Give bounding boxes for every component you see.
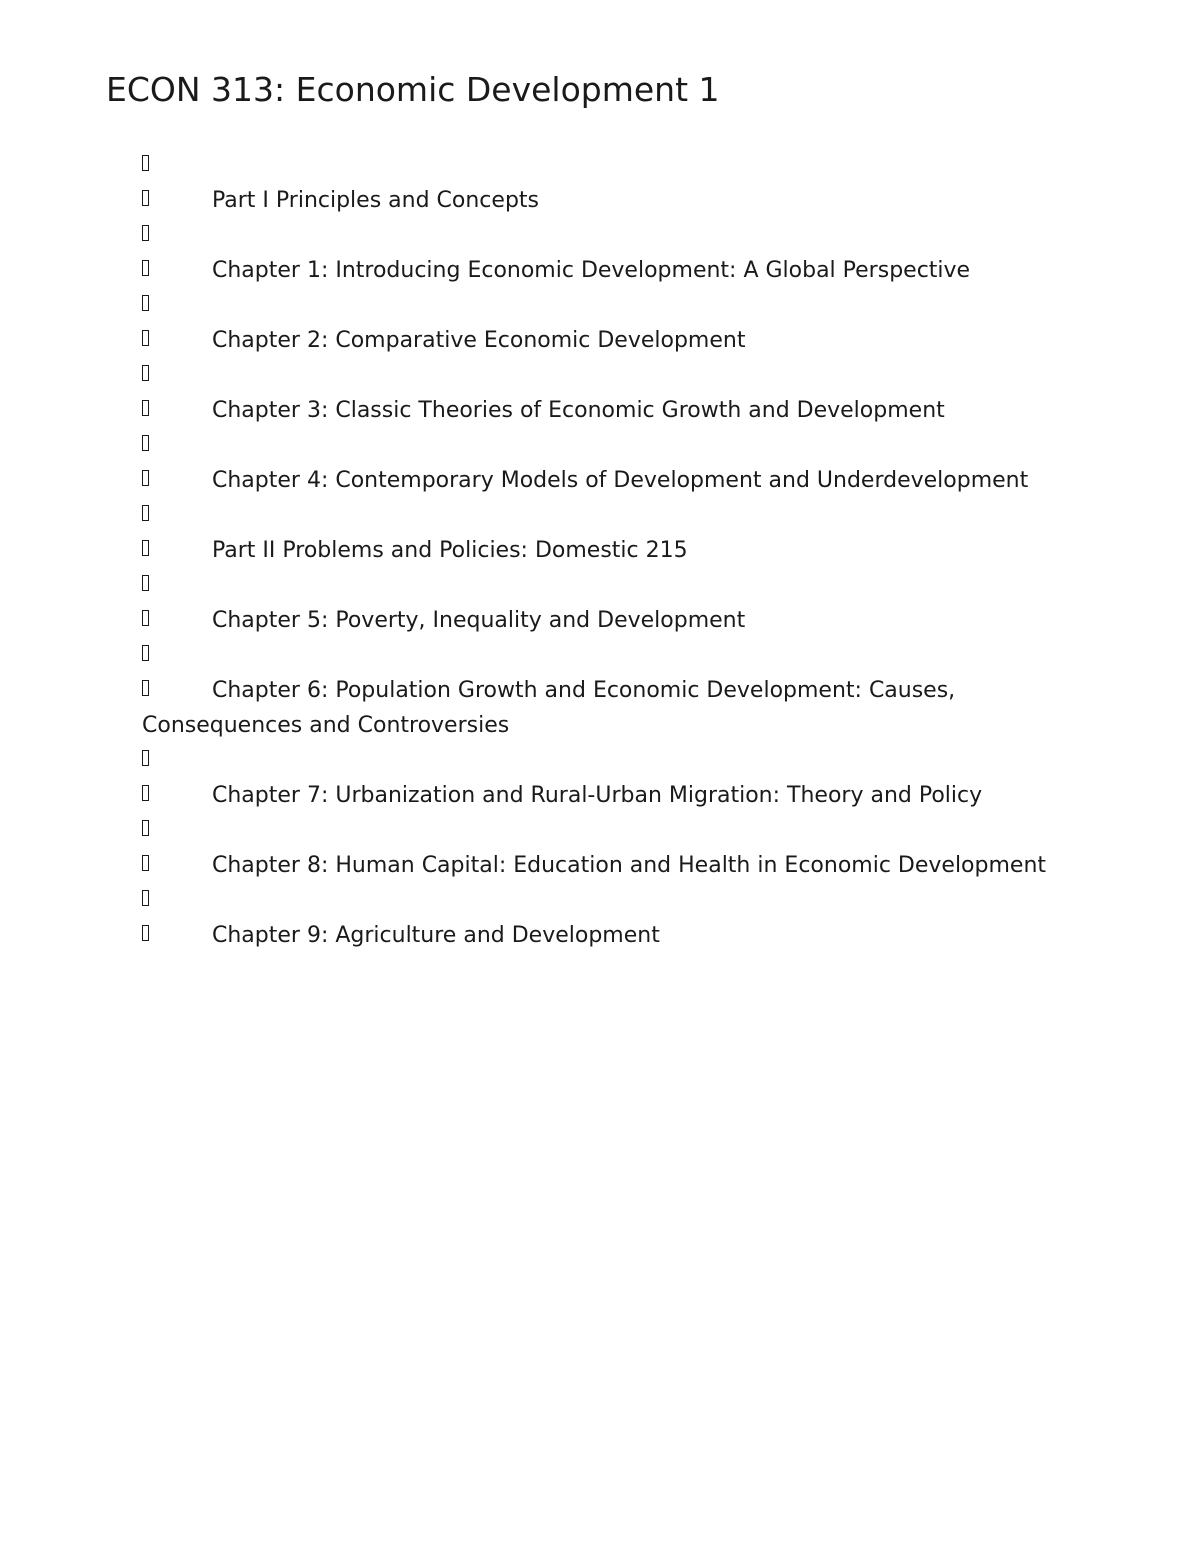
- toc-entry-label: Chapter 2: Comparative Economic Development: [212, 328, 746, 353]
- missing-glyph-box-icon: [142, 750, 149, 766]
- missing-glyph-box-icon: [142, 785, 149, 801]
- missing-glyph-box-icon: [142, 890, 149, 906]
- empty-bullet-line: [142, 638, 1062, 673]
- empty-bullet-line: [142, 743, 1062, 778]
- missing-glyph-box-icon: [142, 925, 149, 941]
- toc-entry-chapter-9: [142, 918, 1062, 953]
- toc-entry-chapter-4: [142, 463, 1062, 498]
- toc-entry-label: Chapter 4: Contemporary Models of Development and Underdevelopment: [212, 468, 1029, 493]
- toc-entry-part-2: [142, 533, 1062, 568]
- toc-entry-label: Chapter 5: Poverty, Inequality and Development: [212, 608, 746, 633]
- missing-glyph-box-icon: [142, 575, 149, 591]
- empty-bullet-line: [142, 498, 1062, 533]
- missing-glyph-box-icon: [142, 295, 149, 311]
- toc-entry-label: Chapter 8: Human Capital: Education and Health in Economic Development: [212, 853, 1047, 878]
- toc-entry-label: Chapter 6: Population Growth and Economic Development: Causes, Consequences and Controversies: [142, 678, 956, 738]
- toc-entry-chapter-5: [142, 603, 1062, 638]
- document-title: ECON 313: Economic Development 1: [106, 70, 720, 109]
- toc-entry-label: Chapter 1: Introducing Economic Development: A Global Perspective: [212, 258, 971, 283]
- empty-bullet-line: [142, 288, 1062, 323]
- missing-glyph-box-icon: [142, 435, 149, 451]
- toc-entry-chapter-7: [142, 778, 1062, 813]
- missing-glyph-box-icon: [142, 330, 149, 346]
- missing-glyph-box-icon: [142, 470, 149, 486]
- missing-glyph-box-icon: [142, 260, 149, 276]
- empty-bullet-line: [142, 358, 1062, 393]
- empty-bullet-line: [142, 218, 1062, 253]
- toc-entry-part-1: [142, 183, 1062, 218]
- missing-glyph-box-icon: [142, 400, 149, 416]
- missing-glyph-box-icon: [142, 155, 149, 171]
- empty-bullet-line: [142, 428, 1062, 463]
- missing-glyph-box-icon: [142, 190, 149, 206]
- missing-glyph-box-icon: [142, 505, 149, 521]
- missing-glyph-box-icon: [142, 610, 149, 626]
- missing-glyph-box-icon: [142, 540, 149, 556]
- empty-bullet-line: [142, 148, 1062, 183]
- toc-entry-chapter-6: [142, 673, 1062, 743]
- missing-glyph-box-icon: [142, 820, 149, 836]
- toc-entry-label: Chapter 3: Classic Theories of Economic Growth and Development: [212, 398, 945, 423]
- missing-glyph-box-icon: [142, 365, 149, 381]
- missing-glyph-box-icon: [142, 855, 149, 871]
- toc-entry-chapter-8: [142, 848, 1062, 883]
- toc-entry-label: Chapter 7: Urbanization and Rural-Urban Migration: Theory and Policy: [212, 783, 983, 808]
- table-of-contents: [142, 148, 1062, 953]
- toc-entry-chapter-3: [142, 393, 1062, 428]
- toc-entry-label: Part II Problems and Policies: Domestic 215: [212, 538, 688, 563]
- toc-entry-label: Chapter 9: Agriculture and Development: [212, 923, 660, 948]
- empty-bullet-line: [142, 568, 1062, 603]
- toc-entry-chapter-2: [142, 323, 1062, 358]
- missing-glyph-box-icon: [142, 645, 149, 661]
- empty-bullet-line: [142, 883, 1062, 918]
- toc-entry-chapter-1: [142, 253, 1062, 288]
- missing-glyph-box-icon: [142, 225, 149, 241]
- empty-bullet-line: [142, 813, 1062, 848]
- toc-entry-label: Part I Principles and Concepts: [212, 188, 539, 213]
- missing-glyph-box-icon: [142, 680, 149, 696]
